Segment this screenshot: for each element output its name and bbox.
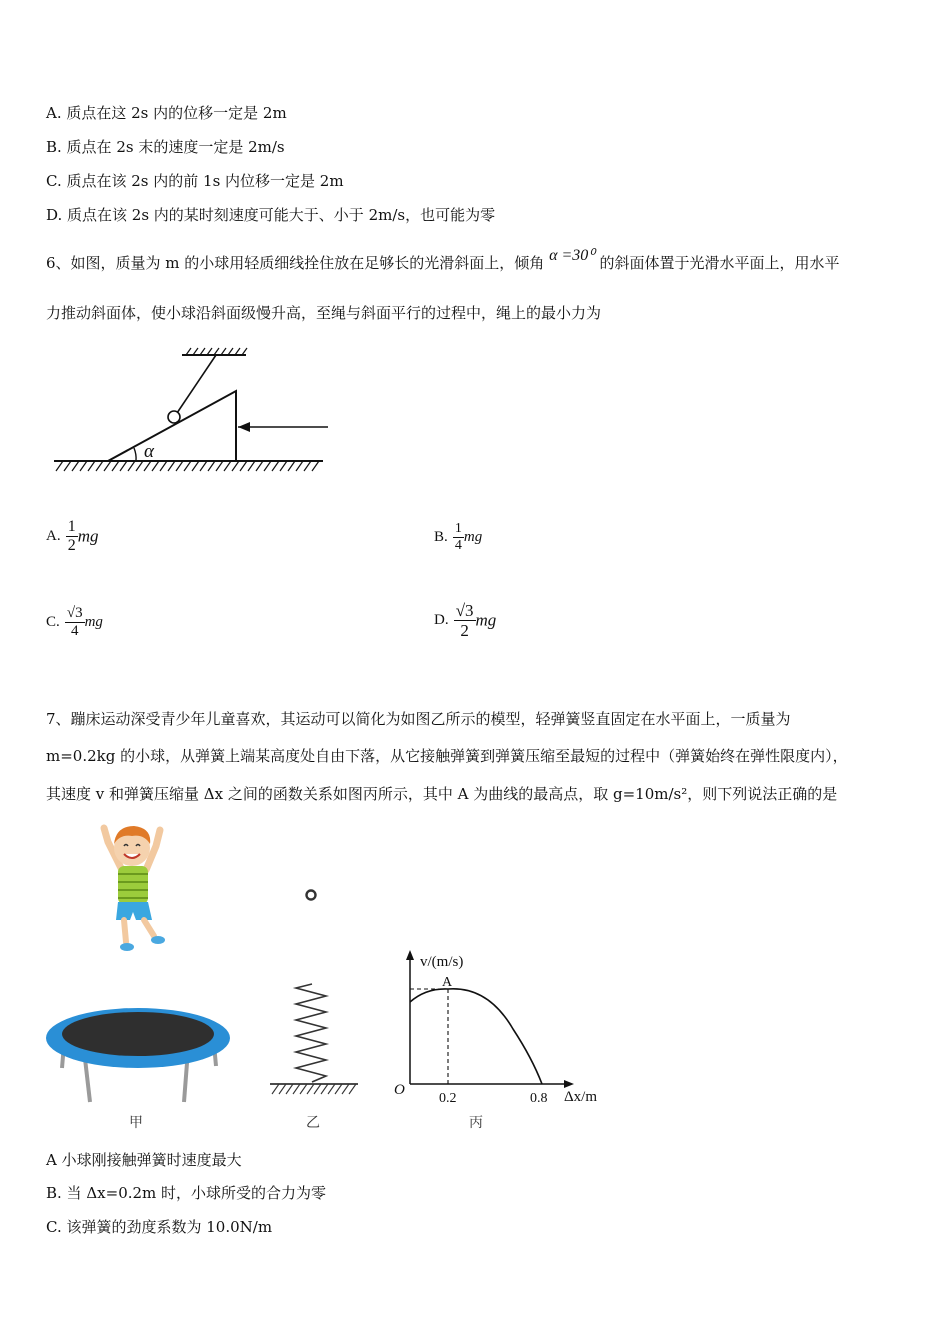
hatch-mark <box>300 1084 307 1094</box>
hatch-mark <box>286 1084 293 1094</box>
hatch-mark <box>216 461 223 471</box>
q6-option-b-fraction <box>453 521 464 554</box>
frac-denominator: 4 <box>70 623 79 639</box>
q6-option-c <box>46 605 103 640</box>
trampoline-illustration <box>44 1000 234 1110</box>
q6-option-a-fraction <box>66 518 78 555</box>
q6-angle: α =30⁰ <box>549 247 595 264</box>
frac-denominator: 4 <box>454 538 462 553</box>
origin-label: O <box>394 1082 405 1098</box>
hatch-mark <box>342 1084 349 1094</box>
q7-option-c: C. 该弹簧的劲度系数为 10.0N/m <box>46 1218 273 1236</box>
hatch-mark <box>80 461 87 471</box>
q7-option-a: A 小球刚接触弹簧时速度最大 <box>46 1151 242 1169</box>
hatch-mark <box>96 461 103 471</box>
q7-stem-line2: m=0.2kg 的小球，从弹簧上端某高度处自由下落，从它接触弹簧到弹簧压缩至最短的过程中（弹簧始终在弹性限度内）， <box>46 747 848 765</box>
x-tick-0.2: 0.2 <box>439 1091 457 1106</box>
caption-jia: 甲 <box>129 1115 143 1131</box>
hatch-mark <box>288 461 295 471</box>
hatch-mark <box>280 461 287 471</box>
caption-yi: 乙 <box>306 1115 320 1131</box>
hatch-mark <box>232 461 239 471</box>
angle-label: α <box>144 441 154 462</box>
frac-numerator: √3 <box>66 605 83 621</box>
hatch-mark <box>279 1084 286 1094</box>
q6-option-a-letter: A. <box>46 528 61 544</box>
q6-option-a <box>46 518 98 555</box>
hatch-mark <box>321 1084 328 1094</box>
mg-term: mg <box>463 529 483 545</box>
q5-option-b: B. 质点在 2s 末的速度一定是 2m/s <box>46 138 285 156</box>
hatch-mark <box>200 461 207 471</box>
hatch-mark <box>224 461 231 471</box>
angle-arc <box>134 448 136 461</box>
hatch-mark <box>314 1084 321 1094</box>
ball <box>168 411 180 423</box>
q6-option-d-fraction <box>454 601 476 640</box>
q6-option-d <box>434 601 496 640</box>
frac-numerator: 1 <box>67 518 76 535</box>
mg-term: mg <box>84 614 103 630</box>
hatch-mark <box>307 1084 314 1094</box>
q5-option-a: A. 质点在这 2s 内的位移一定是 2m <box>46 104 287 122</box>
frac-denominator: 2 <box>67 537 76 554</box>
q6-option-c-fraction <box>65 605 85 640</box>
q7-stem-line3: 其速度 v 和弹簧压缩量 Δx 之间的函数关系如图丙所示，其中 A 为曲线的最高点，取 g=10m/s²，则下列说法正确的是 <box>46 785 838 803</box>
x-tick-0.8: 0.8 <box>530 1091 548 1106</box>
hatch-mark <box>264 461 271 471</box>
spring-model-figure <box>264 880 364 1100</box>
spring-base-hatch <box>272 1084 356 1094</box>
q6-stem-line2: 力推动斜面体，使小球沿斜面级慢升高，至绳与斜面平行的过程中，绳上的最小力为 <box>46 304 602 322</box>
right-leg <box>144 920 154 936</box>
hatch-mark <box>152 461 159 471</box>
hatch-mark <box>176 461 183 471</box>
hatch-mark <box>248 461 255 471</box>
left-shoe <box>120 943 134 951</box>
hatch-mark <box>184 461 191 471</box>
hatch-mark <box>272 461 279 471</box>
mg-term: mg <box>77 526 99 546</box>
hatch-mark <box>312 461 319 471</box>
hatch-mark <box>56 461 63 471</box>
push-arrow-head <box>238 422 250 432</box>
hatch-mark <box>104 461 111 471</box>
hatch-mark <box>328 1084 335 1094</box>
hatch-mark <box>349 1084 356 1094</box>
hatch-mark <box>304 461 311 471</box>
hatch-mark <box>128 461 135 471</box>
hatch-mark <box>335 1084 342 1094</box>
hatch-mark <box>136 461 143 471</box>
frac-denominator: 2 <box>460 621 469 640</box>
q6-option-d-letter: D. <box>434 612 449 628</box>
ground-hatch <box>56 461 319 471</box>
caption-bing: 丙 <box>469 1115 483 1131</box>
spring-coil <box>296 984 326 1082</box>
right-shoe <box>151 936 165 944</box>
y-axis-label: v/(m/s) <box>420 954 464 970</box>
q7-option-b: B. 当 Δx=0.2m 时，小球所受的合力为零 <box>46 1184 327 1202</box>
q5-option-c: C. 质点在该 2s 内的前 1s 内位移一定是 2m <box>46 172 344 190</box>
left-leg <box>124 920 126 942</box>
hatch-mark <box>120 461 127 471</box>
hatch-mark <box>144 461 151 471</box>
hatch-mark <box>293 1084 300 1094</box>
q6-stem-pre: 6、如图，质量为 m 的小球用轻质细线拴住放在足够长的光滑斜面上，倾角 <box>46 254 545 272</box>
hatch-mark <box>296 461 303 471</box>
q5-option-d: D. 质点在该 2s 内的某时刻速度可能大于、小于 2m/s，也可能为零 <box>46 206 496 224</box>
velocity-curve <box>410 989 542 1084</box>
trampoline-mat <box>62 1012 214 1056</box>
ceiling-hatch <box>186 348 247 355</box>
q6-option-c-letter: C. <box>46 614 60 630</box>
q7-stem-line1: 7、蹦床运动深受青少年儿童喜欢，其运动可以简化为如图乙所示的模型，轻弹簧竖直固定在水平面上，一质量为 <box>46 710 791 728</box>
frac-numerator: √3 <box>455 601 474 620</box>
mg-term: mg <box>475 610 497 630</box>
hatch-mark <box>64 461 71 471</box>
x-axis-label: Δx/m <box>564 1089 597 1105</box>
hatch-mark <box>112 461 119 471</box>
peak-label: A <box>442 975 453 990</box>
q6-stem-line1 <box>46 247 840 273</box>
x-axis-arrow <box>564 1080 574 1088</box>
jumping-child-illustration <box>94 812 174 957</box>
falling-ball <box>307 891 316 900</box>
y-axis-arrow <box>406 950 414 960</box>
hatch-mark <box>168 461 175 471</box>
hatch-mark <box>88 461 95 471</box>
hatch-mark <box>192 461 199 471</box>
q6-option-b <box>434 521 482 554</box>
hatch-mark <box>160 461 167 471</box>
incline-figure <box>48 345 338 480</box>
q6-option-b-letter: B. <box>434 529 448 545</box>
hatch-mark <box>208 461 215 471</box>
incline-body <box>108 391 236 461</box>
velocity-compression-graph <box>392 946 612 1116</box>
hatch-mark <box>272 1084 279 1094</box>
frac-numerator: 1 <box>454 521 462 536</box>
hatch-mark <box>240 461 247 471</box>
q6-stem-post: 的斜面体置于光滑水平面上，用水平 <box>599 254 840 272</box>
hatch-mark <box>72 461 79 471</box>
hatch-mark <box>256 461 263 471</box>
child-shorts <box>116 902 152 920</box>
